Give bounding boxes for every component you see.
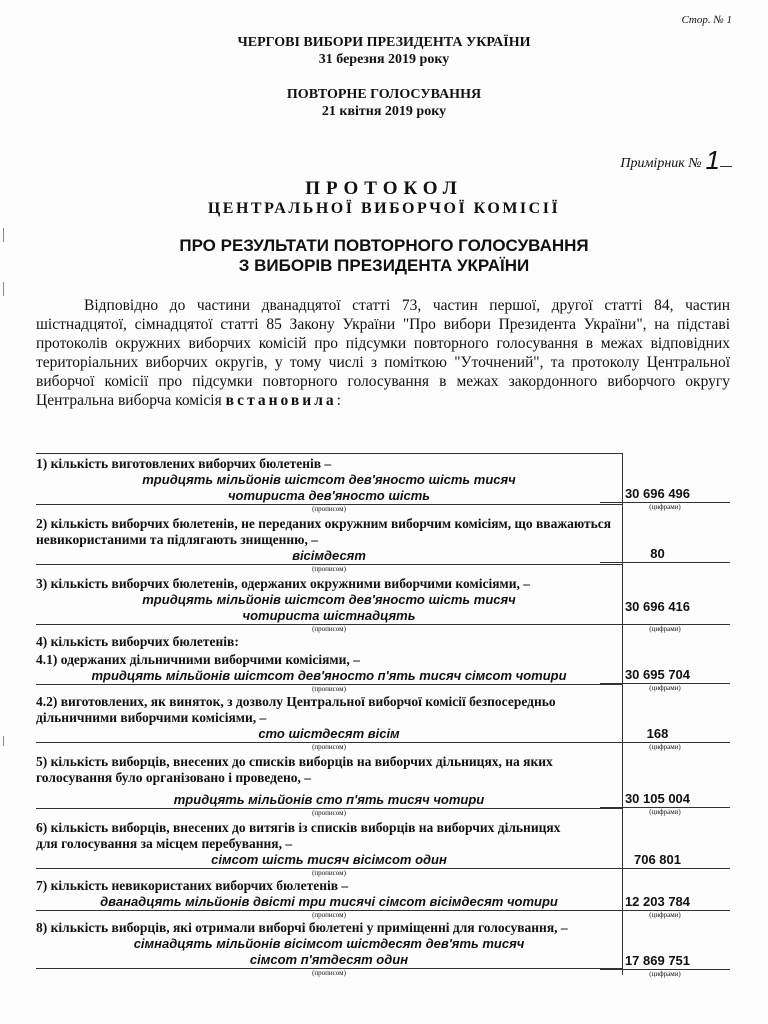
item-label: 4.1) одержаних дільничними виборчими комісіями, – — [36, 652, 360, 667]
item-8-digits: 17 869 751 — [624, 953, 691, 968]
item-label: 7) кількість невикористаних виборчих бюлетенів – — [36, 878, 349, 893]
item-words: дванадцять мільйонів двісті три тисячі сімсот вісімдесят чотири — [100, 894, 558, 909]
commission-title: ЦЕНТРАЛЬНОЇ ВИБОРЧОЇ КОМІСІЇ — [207, 200, 561, 217]
words-caption: (прописом) — [312, 869, 346, 877]
item-words: тридцять мільйонів шістсот дев'яносто шість тисяч — [142, 472, 516, 487]
sample-handwritten-number: 1 — [705, 145, 720, 175]
item-label: 5) кількість виборців, внесених до списків виборців на виборчих дільницях, на яких голосування було організовано і проведено, – — [36, 754, 553, 785]
item-2-digits: 80 — [650, 546, 665, 561]
digits-caption: (цифрами) — [649, 970, 681, 978]
item-label: 4) кількість виборчих бюлетенів: — [36, 634, 239, 649]
scan-mark — [3, 282, 4, 296]
scan-mark — [3, 736, 4, 746]
words-caption: (прописом) — [312, 685, 346, 693]
item-2 — [36, 516, 731, 574]
words-caption: (прописом) — [312, 565, 346, 573]
round-date: 21 квітня 2019 року — [321, 104, 447, 119]
item-words: сімсот п'ятдесят один — [249, 952, 409, 967]
item-label: 6) кількість виборців, внесених до витягів із списків виборців на виборчих дільницях для голосування за місцем перебування, – — [36, 820, 561, 851]
item-label: 4.2) виготовлених, як виняток, з дозволу Центральної виборчої комісії безпосередньо дільничними виборчими комісіями, – — [36, 694, 556, 725]
item-words: тридцять мільйонів шістсот дев'яносто п'ять тисяч сімсот чотири — [91, 668, 567, 683]
item-3-digits: 30 696 416 — [624, 599, 691, 614]
item-label: 1) кількість виготовлених виборчих бюлетенів – — [36, 456, 332, 471]
item-4 — [36, 634, 731, 650]
item-4-1-digits: 30 695 704 — [624, 667, 691, 682]
words-caption: (прописом) — [312, 911, 346, 919]
protocol-title: ПРОТОКОЛ — [305, 178, 463, 199]
item-label: 2) кількість виборчих бюлетенів, не переданих окружним виборчим комісіям, що вважаються невикористаними та підлягають знищенню, – — [36, 516, 612, 547]
words-caption: (прописом) — [312, 969, 346, 977]
subject-line-1: ПРО РЕЗУЛЬТАТИ ПОВТОРНОГО ГОЛОСУВАННЯ — [179, 236, 589, 255]
protocol-subject — [0, 236, 768, 276]
words-caption: (прописом) — [312, 809, 346, 817]
item-6-digits: 706 801 — [634, 852, 681, 867]
election-date: 31 березня 2019 року — [318, 52, 450, 67]
item-6 — [36, 820, 731, 878]
digits-caption: (цифрами) — [649, 911, 681, 919]
subject-line-2: З ВИБОРІВ ПРЕЗИДЕНТА УКРАЇНИ — [238, 256, 530, 275]
table-top-line — [36, 453, 622, 454]
scan-mark — [3, 228, 4, 242]
digits-caption: (цифрами) — [649, 808, 681, 816]
intro-verb: встановила — [225, 392, 337, 409]
item-words: чотириста дев'яносто шість — [227, 488, 431, 503]
words-caption: (прописом) — [312, 625, 346, 633]
intro-colon: : — [336, 392, 341, 409]
intro-paragraph — [36, 296, 730, 410]
round-title: ПОВТОРНЕ ГОЛОСУВАННЯ — [286, 87, 482, 102]
item-words: чотириста шістнадцять — [242, 608, 416, 623]
item-words: сто шістдесят вісім — [258, 726, 400, 741]
item-5-digits: 30 105 004 — [624, 791, 691, 806]
words-caption: (прописом) — [312, 743, 346, 751]
sample-number — [620, 143, 732, 174]
digits-caption: (цифрами) — [649, 503, 681, 511]
item-4-2-digits: 168 — [646, 726, 669, 741]
election-title: ЧЕРГОВІ ВИБОРИ ПРЕЗИДЕНТА УКРАЇНИ — [237, 35, 531, 50]
item-words: сімнадцять мільйонів вісімсот шістдесят дев'ять тисяч — [133, 936, 525, 951]
digits-caption: (цифрами) — [649, 625, 681, 633]
item-label: 8) кількість виборців, які отримали виборчі бюлетені у приміщенні для голосування, – — [36, 920, 568, 935]
item-words: сімсот шість тисяч вісімсот один — [211, 852, 447, 867]
item-words: тридцять мільйонів шістсот дев'яносто шість тисяч — [142, 592, 516, 607]
item-1-digits: 30 696 496 — [624, 486, 691, 501]
digits-caption: (цифрами) — [649, 684, 681, 692]
item-words: тридцять мільйонів сто п'ять тисяч чотири — [173, 792, 485, 807]
item-7-digits: 12 203 784 — [624, 894, 691, 909]
intro-text: Відповідно до частини дванадцятої статті 73, частин першої, другої статті 84, частин шістнадцятої, сімнадцятої статті 85 Закону України "Про вибори Президента України", на підставі протоколів окружних виборчих комісій про підсумки повторного голосування в межах відповідних територіальних виборчих округів, у тому числі з поміткою "Уточнений", та протоколу Центральної виборчої комісії про підсумки повторного голосування в межах закордонного виборчого округу Центральна виборча комісія — [36, 297, 730, 409]
item-words: вісімдесят — [292, 548, 366, 563]
words-caption: (прописом) — [312, 505, 346, 513]
digits-caption: (цифрами) — [649, 743, 681, 751]
sample-label: Примірник № — [620, 156, 702, 171]
item-label: 3) кількість виборчих бюлетенів, одержаних окружними виборчими комісіями, – — [36, 576, 530, 591]
page-number: Стор. № 1 — [681, 14, 732, 26]
